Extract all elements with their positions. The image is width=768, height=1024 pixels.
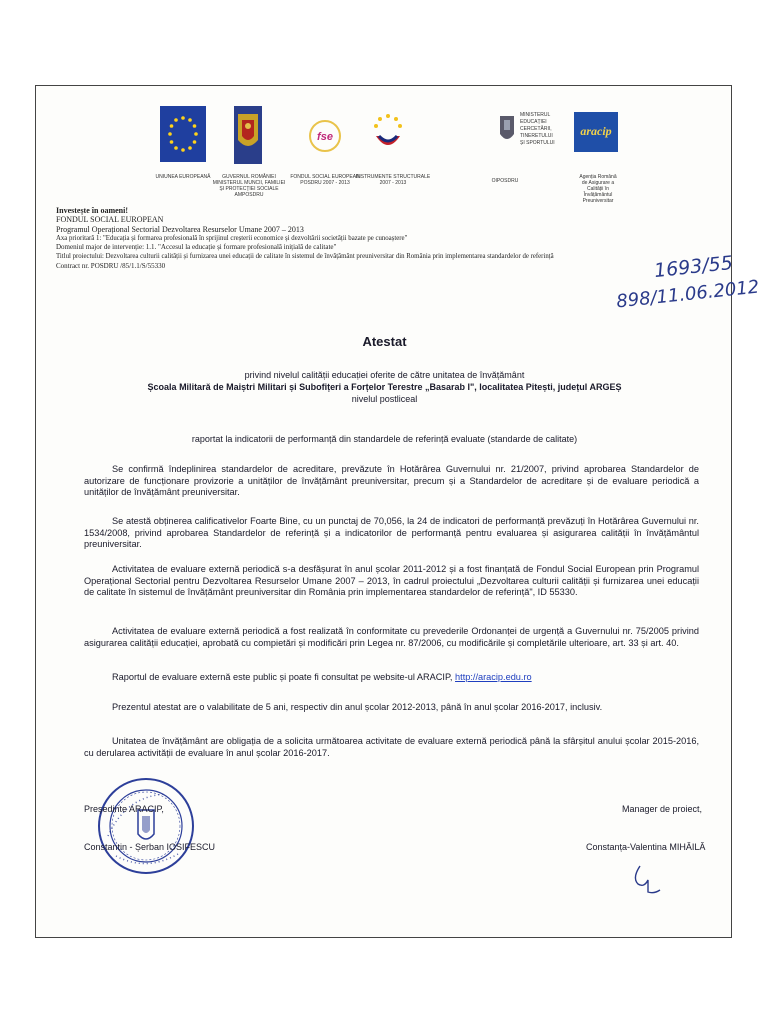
oiposdru-caption: OIPOSDRU <box>491 178 519 184</box>
paragraph-7: Unitatea de învățământ are obligația de a solicita următoarea activitate de evaluare externă periodică până la sfârșitul anului școlar 2015-2016, cu derularea activității de evaluare în anul școlar 2016-2017. <box>84 736 699 758</box>
aracip-logo <box>574 112 618 152</box>
paragraph-5 <box>84 672 699 684</box>
project-info <box>56 206 616 271</box>
paragraph-3: Activitatea de evaluare externă periodică s-a desfășurat în anul școlar 2011-2012 și a fost finanțată de Fondul Social European prin Programul Operațional Sectorial pentru Dezvoltarea Resurselor Umane 2007 – 2013, în cadrul proiectului „Dezvoltarea culturii calității și furnizarea unei educații de calitate în sistemul de învățământ preuniversitar din România prin implementarea standardelor de referință", ID 55330. <box>84 564 699 597</box>
project-line-2: FONDUL SOCIAL EUROPEAN <box>56 215 164 225</box>
handwritten-registration-1: 1693/55 <box>653 251 734 283</box>
left-signatory-name: Constantin - Șerban IOSIFESCU <box>84 842 216 852</box>
structural-instruments-logo <box>368 110 408 160</box>
official-stamp <box>96 776 196 876</box>
document-title: Atestat <box>362 334 407 349</box>
subtitle-line-2: Școala Militară de Maiștri Militari și Subofițeri a Forțelor Terestre „Basarab I", localitatea Pitești, județul ARGEȘ <box>147 382 622 392</box>
ministry-name: MINISTERUL EDUCAȚIEI CERCETĂRII, TINERETULUI ȘI SPORTULUI <box>520 112 555 146</box>
reference-line: raportat la indicatorii de performanță din standardele de referință evaluate (standarde de calitate) <box>191 434 578 444</box>
paragraph-5-text: Raportul de evaluare externă este public și poate fi consultat pe website-ul ARACIP, <box>112 672 456 682</box>
right-signatory-role: Manager de proiect, <box>622 804 703 814</box>
project-line-3: Programul Operațional Sectorial Dezvoltarea Resurselor Umane 2007 – 2013 <box>56 224 304 234</box>
structural-instruments-caption: INSTRUMENTE STRUCTURALE 2007 - 2013 <box>355 174 431 186</box>
handwritten-signature <box>628 862 668 898</box>
project-line-5: Domeniul major de intervenție: 1.1. "Accesul la educație și formare profesională inițială de calitate" <box>56 243 337 252</box>
document-page <box>35 85 761 938</box>
svg-text:fse: fse <box>317 131 333 143</box>
project-line-1: Investește în oameni! <box>56 206 128 215</box>
handwritten-registration-2: 898/11.06.2012 <box>615 276 761 313</box>
eu-flag-logo <box>160 106 206 162</box>
fse-caption: FONDUL SOCIAL EUROPEAN POSDRU 2007 - 2013 <box>290 174 360 186</box>
fse-logo <box>304 116 346 156</box>
project-line-4: Axa prioritară 1: "Educația și formarea profesională în sprijinul creșterii economice și dezvoltării societății bazate pe cunoaștere" <box>56 234 408 242</box>
left-signatory-role: Președinte ARACIP, <box>84 804 164 814</box>
ministry-emblem-logo <box>498 114 516 144</box>
eu-caption: UNIUNEA EUROPEANĂ <box>155 174 211 180</box>
paragraph-4: Activitatea de evaluare externă periodică a fost realizată în conformitate cu prevederile Ordonanței de urgență a Guvernului nr. 75/2005 privind asigurarea calității educației, aprobată cu compietări și modificări prin Legea nr. 87/2006, cu modificările și completările ulterioare, art. 33 și art. 40. <box>84 626 699 648</box>
paragraph-1: Se confirmă îndeplinirea standardelor de acreditare, prevăzute în Hotărârea Guvernului nr. 21/2007, privind aprobarea Standardelor de autorizare de funcționare provizorie a unităților de învățământ preuniversitar, precum și a Standardelor de acreditare și de evaluare periodică a unităților de învățământ preuniversitar. <box>84 464 699 497</box>
coat-of-arms-logo <box>234 106 262 164</box>
aracip-logo-text: aracip <box>580 124 612 138</box>
project-line-6: Titlul proiectului: Dezvoltarea culturii calității și furnizarea unei educații de calitate în sistemul de învățământ preuniversitar din România prin implementarea standardelor de referință <box>56 253 554 261</box>
paragraph-6: Prezentul atestat are o valabilitate de 5 ani, respectiv din anul școlar 2012-2013, până în anul școlar 2016-2017, inclusiv. <box>112 702 603 712</box>
government-caption: GUVERNUL ROMÂNIEI MINISTERUL MUNCII, FAMILIEI ȘI PROTECȚIEI SOCIALE AMPOSDRU <box>212 174 286 198</box>
subtitle-line-1: privind nivelul calității educației oferite de către unitatea de învățământ <box>244 370 525 380</box>
aracip-website-link[interactable]: http://aracip.edu.ro <box>455 672 532 682</box>
subtitle-line-3: nivelul postliceal <box>351 394 418 404</box>
right-signatory-name: Constanța-Valentina MIHĂILĂ <box>586 842 706 852</box>
paragraph-2: Se atestă obținerea calificativelor Foarte Bine, cu un punctaj de 70,056, la 24 de indicatori de performanță prevăzuți în Hotărârea Guvernului nr. 1534/2008, privind aprobarea Standardelor de referință și a indicatorilor de performanță pentru evaluarea și asigurarea calității în învățământul preuniversitar. <box>84 516 699 549</box>
aracip-caption: Agenția Română de Asigurare a Calității în Învățământul Preuniversitar <box>579 174 617 204</box>
project-line-7: Contract nr. POSDRU /85/1.1/S/55330 <box>56 261 166 270</box>
